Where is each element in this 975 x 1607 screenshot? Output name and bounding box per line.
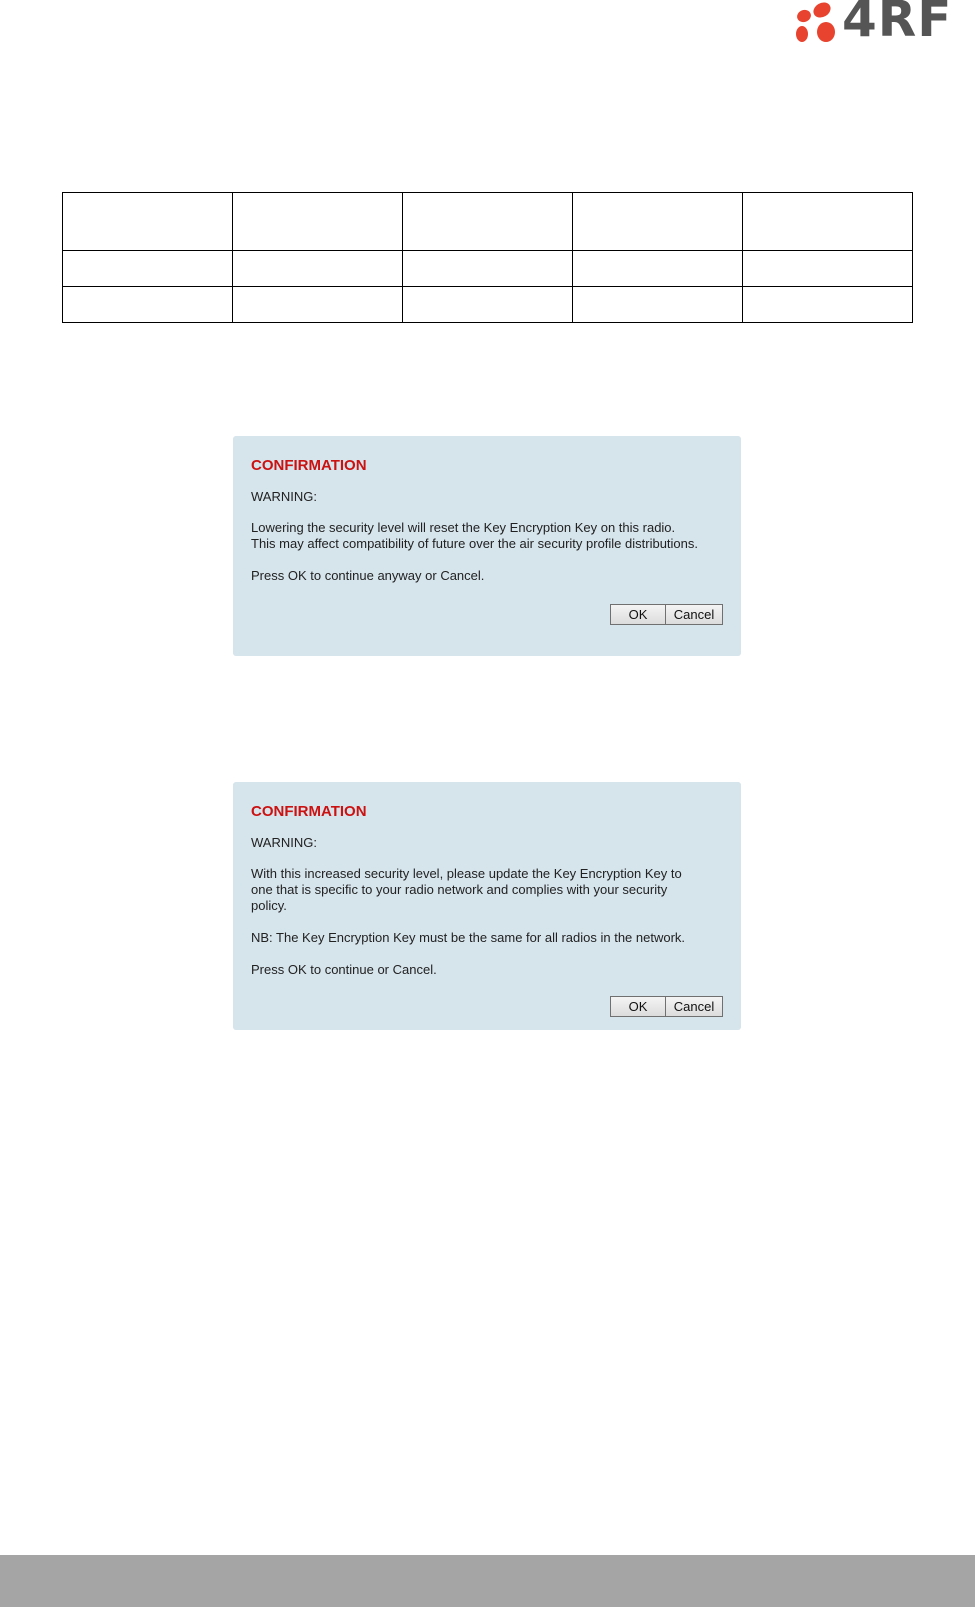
dialog-title: CONFIRMATION	[251, 803, 367, 820]
dialog-message-line: With this increased security level, please update the Key Encryption Key to	[251, 866, 682, 881]
table-cell	[63, 287, 233, 323]
dialog-warning-label: WARNING:	[251, 489, 317, 504]
table-cell	[403, 251, 573, 287]
dialog-note: NB: The Key Encryption Key must be the same for all radios in the network.	[251, 930, 686, 945]
company-logo	[792, 0, 967, 48]
table-cell	[233, 251, 403, 287]
dialog-title: CONFIRMATION	[251, 457, 367, 474]
table-cell	[743, 193, 913, 251]
table-cell	[63, 251, 233, 287]
confirmation-dialog-increased	[233, 782, 741, 1030]
table-row	[63, 193, 913, 251]
table-cell	[63, 193, 233, 251]
table-cell	[233, 287, 403, 323]
table-cell	[573, 193, 743, 251]
empty-table	[62, 192, 913, 323]
table-cell	[743, 287, 913, 323]
dialog-message	[251, 866, 723, 914]
confirmation-dialog-lowering	[233, 436, 741, 656]
dialog-message-line: This may affect compatibility of future over the air security profile distributions.	[251, 536, 699, 551]
table-cell	[573, 251, 743, 287]
table-cell	[403, 287, 573, 323]
table-cell	[573, 287, 743, 323]
dialog-prompt: Press OK to continue anyway or Cancel.	[251, 568, 485, 583]
table-cell	[233, 193, 403, 251]
dialog-message-line: policy.	[251, 898, 287, 913]
petal-mark-icon	[792, 0, 842, 48]
dialog-message	[251, 520, 723, 552]
table-cell	[743, 251, 913, 287]
dialog-message-line: Lowering the security level will reset the Key Encryption Key on this radio.	[251, 520, 676, 535]
ok-button[interactable]: OK	[610, 996, 666, 1017]
ok-button[interactable]: OK	[610, 604, 666, 625]
cancel-button[interactable]: Cancel	[666, 604, 723, 625]
dialog-warning-label: WARNING:	[251, 835, 317, 850]
dialog-button-row	[610, 604, 723, 625]
footer-band	[0, 1555, 975, 1607]
table-cell	[403, 193, 573, 251]
table-row	[63, 287, 913, 323]
dialog-message-line: one that is specific to your radio network and complies with your security	[251, 882, 668, 897]
logo-text: 4RF	[842, 0, 953, 48]
cancel-button[interactable]: Cancel	[666, 996, 723, 1017]
dialog-prompt: Press OK to continue or Cancel.	[251, 962, 437, 977]
table-row	[63, 251, 913, 287]
dialog-button-row	[610, 996, 723, 1017]
